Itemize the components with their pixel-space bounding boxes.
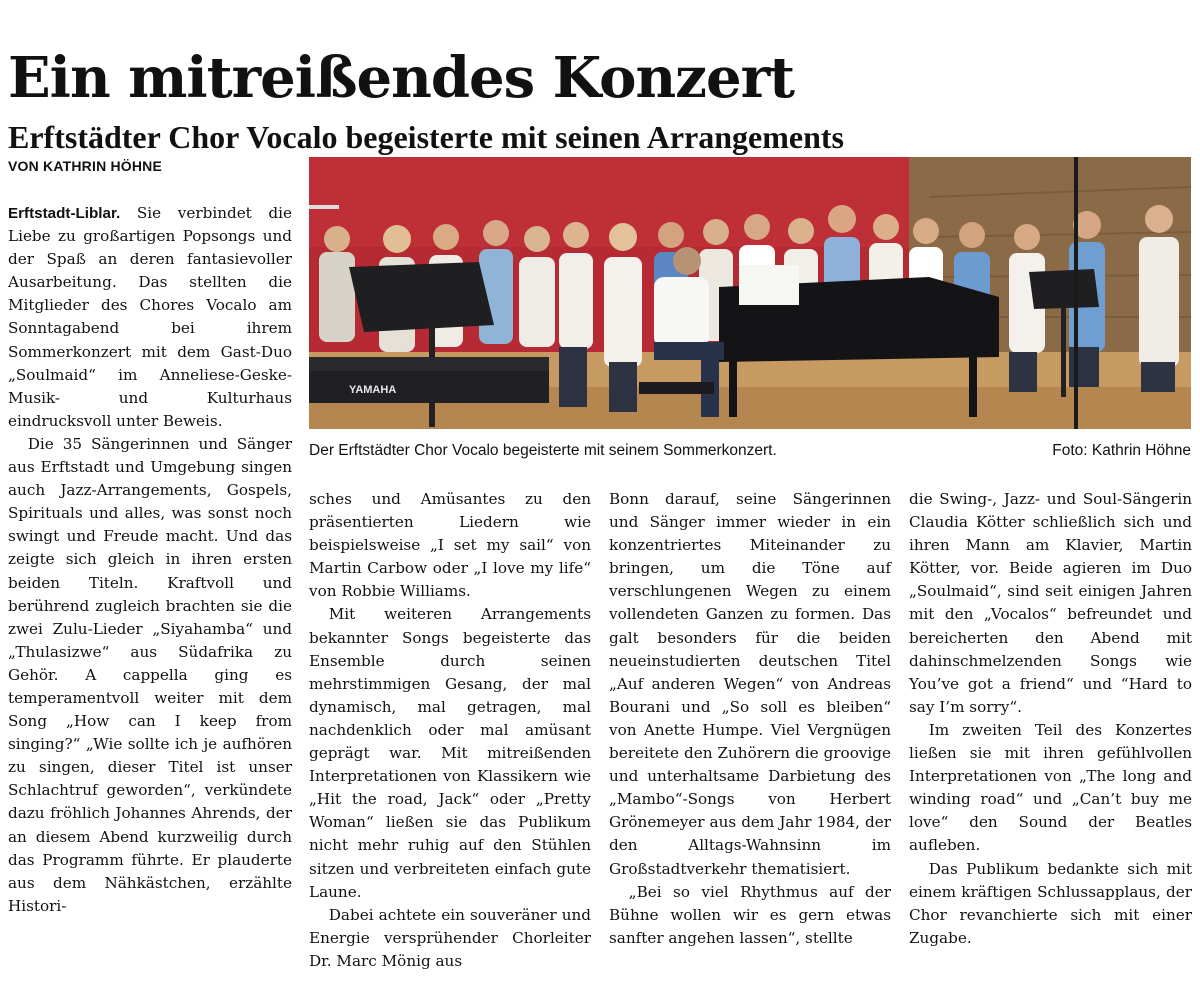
paragraph: Das Publikum bedankte sich mit einem kräftigen Schlussapplaus, der Chor revanchierte sich mit einer Zugabe.	[909, 859, 1192, 947]
byline: VON KATHRIN HÖHNE	[8, 158, 163, 174]
article-column-2	[309, 488, 591, 973]
paragraph: Im zweiten Teil des Konzertes ließen sie mit ihren gefühlvollen Interpretationen von „The long and winding road“ und „Can’t buy me love“ den Sound der Beatles aufleben.	[909, 720, 1192, 855]
article-column-1	[8, 202, 292, 918]
paragraph: die Swing-, Jazz- und Soul-Sängerin Claudia Kötter schließlich sich und ihren Mann am Klavier, Martin Kötter, vor. Beide agieren im Duo „Soulmaid“, sind seit einigen Jahren mit den „Vocalos“ befreundet und bereicherten den Abend mit dahinschmelzenden Songs wie You’ve got a friend“ und “Hard to say I’m sorry“.	[909, 490, 1192, 716]
paragraph: Dabei achtete ein souveräner und Energie versprühender Chorleiter Dr. Marc Mönig aus	[309, 905, 591, 970]
paragraph-intro	[8, 202, 292, 433]
headline: Ein mitreißendes Konzert	[8, 44, 794, 111]
concert-photo	[309, 157, 1191, 429]
photo-caption	[309, 440, 1191, 462]
article-column-3	[609, 488, 891, 950]
photo-credit: Foto: Kathrin Höhne	[1052, 442, 1191, 459]
caption-text: Der Erftstädter Chor Vocalo begeisterte mit seinem Sommerkonzert.	[309, 442, 777, 459]
dateline: Erftstadt-Liblar.	[8, 205, 121, 222]
piano-brand-label: YAMAHA	[349, 384, 397, 396]
subheadline: Erftstädter Chor Vocalo begeisterte mit seinen Arrangements	[8, 118, 844, 155]
article-column-4	[909, 488, 1192, 950]
paragraph: sches und Amüsantes zu den präsentierten Liedern wie beispielsweise „I set my sail“ von Martin Carbow oder „I love my life“ von Robbie Williams.	[309, 490, 591, 601]
paragraph: „Bei so viel Rhythmus auf der Bühne wollen wir es gern etwas sanfter angehen lassen“, stellte	[609, 882, 891, 947]
paragraph: Mit weiteren Arrangements bekannter Songs begeisterte das Ensemble durch seinen mehrstimmigen Gesang, der mal dynamisch, mal getragen, mal nachdenklich oder mal amüsant geprägt war. Mit mitreißenden Interpretationen von Klassikern wie „Hit the road, Jack“ oder „Pretty Woman“ ließen sie das Publikum nicht mehr ruhig auf den Stühlen sitzen und verbreiteten einfach gute Laune.	[309, 605, 591, 901]
paragraph: Die 35 Sängerinnen und Sänger aus Erftstadt und Umgebung singen auch Jazz-Arrangements, Gospels, Spirituals und alles, was sonst noch swingt und Freude macht. Und das zeigte sich gleich in ihren ersten beiden Titeln. Kraftvoll und berührend zugleich brachten sie die zwei Zulu-Lieder „Siyahamba“ und „Thulasizwe“ aus Südafrika zu Gehör. A cappella ging es temperamentvoll weiter mit dem Song „How can I keep from singing?“ „Wie sollte ich je aufhören zu singen, dieser Titel ist unser Schlachtruf geworden“, verkündete dazu fröhlich Johannes Ahrends, der an diesem Abend kurzweilig durch das Programm führte. Er plauderte aus dem Nähkästchen, erzählte Histori-	[8, 434, 292, 915]
paragraph-intro-text: Sie verbindet die Liebe zu großartigen Popsongs und der Spaß an deren fantasievoller Ausarbeitung. Das stellten die Mitglieder des Chores Vocalo am Sonntagabend bei ihrem Sommerkonzert mit dem Gast-Duo „Soulmaid“ im Anneliese-Geske-Musik- und Kulturhaus eindrucksvoll unter Beweis.	[8, 204, 293, 430]
paragraph: Bonn darauf, seine Sängerinnen und Sänger immer wieder in ein konzentriertes Miteinander zu bringen, um die Töne auf verschlungenen Wegen zu einem vollendeten Ganzen zu formen. Das galt besonders für die beiden neueinstudierten deutschen Titel „Auf anderen Wegen“ von Andreas Bourani und „So soll es bleiben“ von Anette Humpe. Viel Vergnügen bereitete den Zuhörern die groovige und unterhaltsame Darbietung des „Mambo“-Songs von Herbert Grönemeyer aus dem Jahr 1984, der den Alltags-Wahnsinn im Großstadtverkehr thematisiert.	[609, 490, 891, 878]
